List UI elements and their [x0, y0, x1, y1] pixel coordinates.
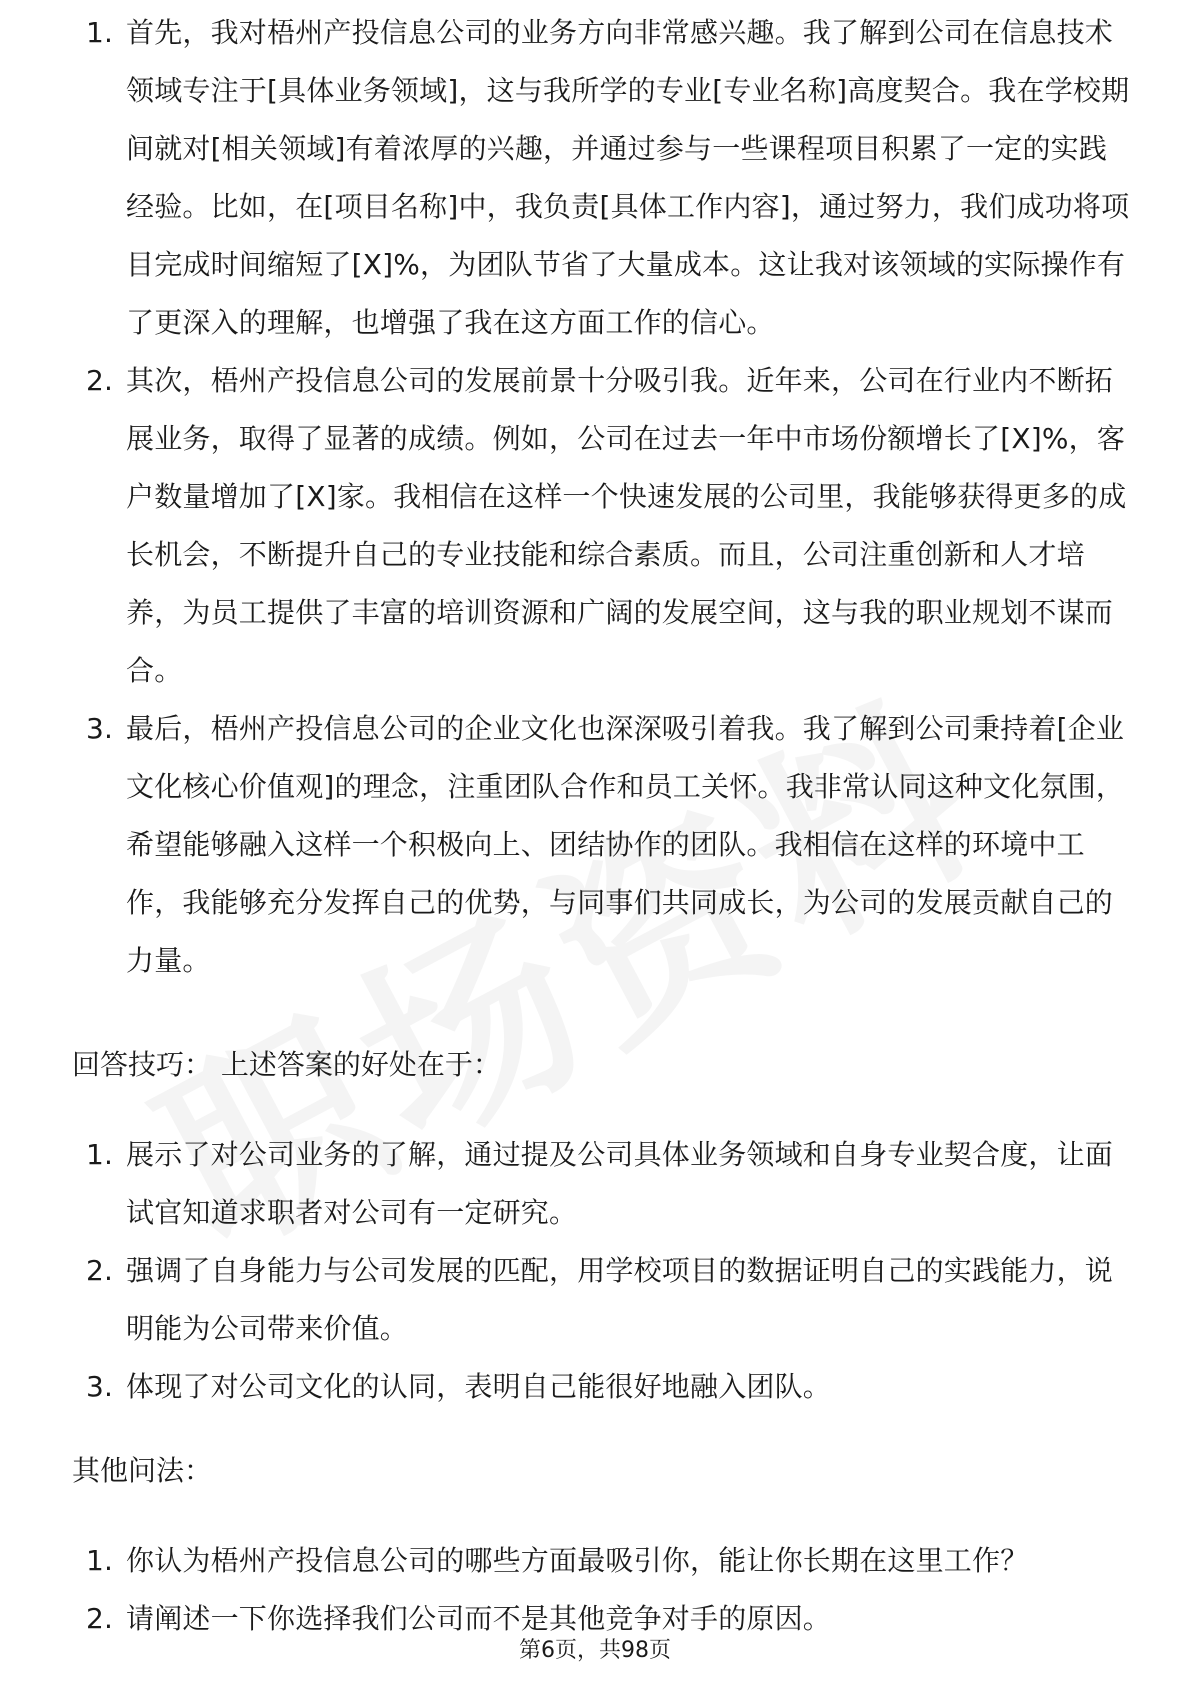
list-item	[72, 1242, 1132, 1358]
list-number: 2.	[86, 1602, 114, 1635]
other-questions-heading: 其他问法：	[72, 1454, 213, 1487]
list-item	[72, 352, 1132, 700]
list-text: 请阐述一下你选择我们公司而不是其他竞争对手的原因。	[126, 1602, 832, 1635]
list-item	[72, 1532, 1132, 1590]
list-number: 1.	[86, 1544, 114, 1577]
list-number: 2.	[86, 364, 114, 397]
other-questions-list	[72, 1532, 1132, 1648]
list-number: 2.	[86, 1254, 114, 1287]
list-text: 最后，梧州产投信息公司的企业文化也深深吸引着我。我了解到公司秉持着[企业文化核心价值观]的理念，注重团队合作和员工关怀。我非常认同这种文化氛围，希望能够融入这样一个积极向上、团结协作的团队。我相信在这样的环境中工作，我能够充分发挥自己的优势，与同事们共同成长，为公司的发展贡献自己的力量。	[126, 712, 1125, 977]
list-text: 其次，梧州产投信息公司的发展前景十分吸引我。近年来，公司在行业内不断拓展业务，取得了显著的成绩。例如，公司在过去一年中市场份额增长了[X]%，客户数量增加了[X]家。我相信在这样一个快速发展的公司里，我能够获得更多的成长机会，不断提升自己的专业技能和综合素质。而且，公司注重创新和人才培养，为员工提供了丰富的培训资源和广阔的发展空间，这与我的职业规划不谋而合。	[126, 364, 1127, 687]
list-text: 你认为梧州产投信息公司的哪些方面最吸引你，能让你长期在这里工作？	[126, 1544, 1029, 1577]
answer-list	[72, 16, 1132, 990]
list-text: 首先，我对梧州产投信息公司的业务方向非常感兴趣。我了解到公司在信息技术领域专注于[具体业务领域]，这与我所学的专业[专业名称]高度契合。我在学校期间就对[相关领域]有着浓厚的兴趣，并通过参与一些课程项目积累了一定的实践经验。比如，在[项目名称]中，我负责[具体工作内容]，通过努力，我们成功将项目完成时间缩短了[X]%，为团队节省了大量成本。这让我对该领域的实际操作有了更深入的理解，也增强了我在这方面工作的信心。	[126, 16, 1130, 339]
list-text: 强调了自身能力与公司发展的匹配，用学校项目的数据证明自己的实践能力，说明能为公司带来价值。	[126, 1254, 1114, 1345]
list-item	[72, 1358, 1132, 1416]
list-number: 1.	[86, 1138, 114, 1171]
list-item	[72, 700, 1132, 990]
list-number: 3.	[86, 1370, 114, 1403]
list-item	[72, 4, 1132, 352]
page-number: 第6页，共98页	[519, 1638, 671, 1663]
list-number: 3.	[86, 712, 114, 745]
tips-heading: 回答技巧： 上述答案的好处在于：	[72, 1048, 501, 1081]
list-item	[72, 1126, 1132, 1242]
list-text: 展示了对公司业务的了解，通过提及公司具体业务领域和自身专业契合度，让面试官知道求职者对公司有一定研究。	[126, 1138, 1114, 1229]
list-text: 体现了对公司文化的认同，表明自己能很好地融入团队。	[126, 1370, 832, 1403]
tips-list	[72, 1126, 1132, 1416]
list-number: 1.	[86, 16, 114, 49]
